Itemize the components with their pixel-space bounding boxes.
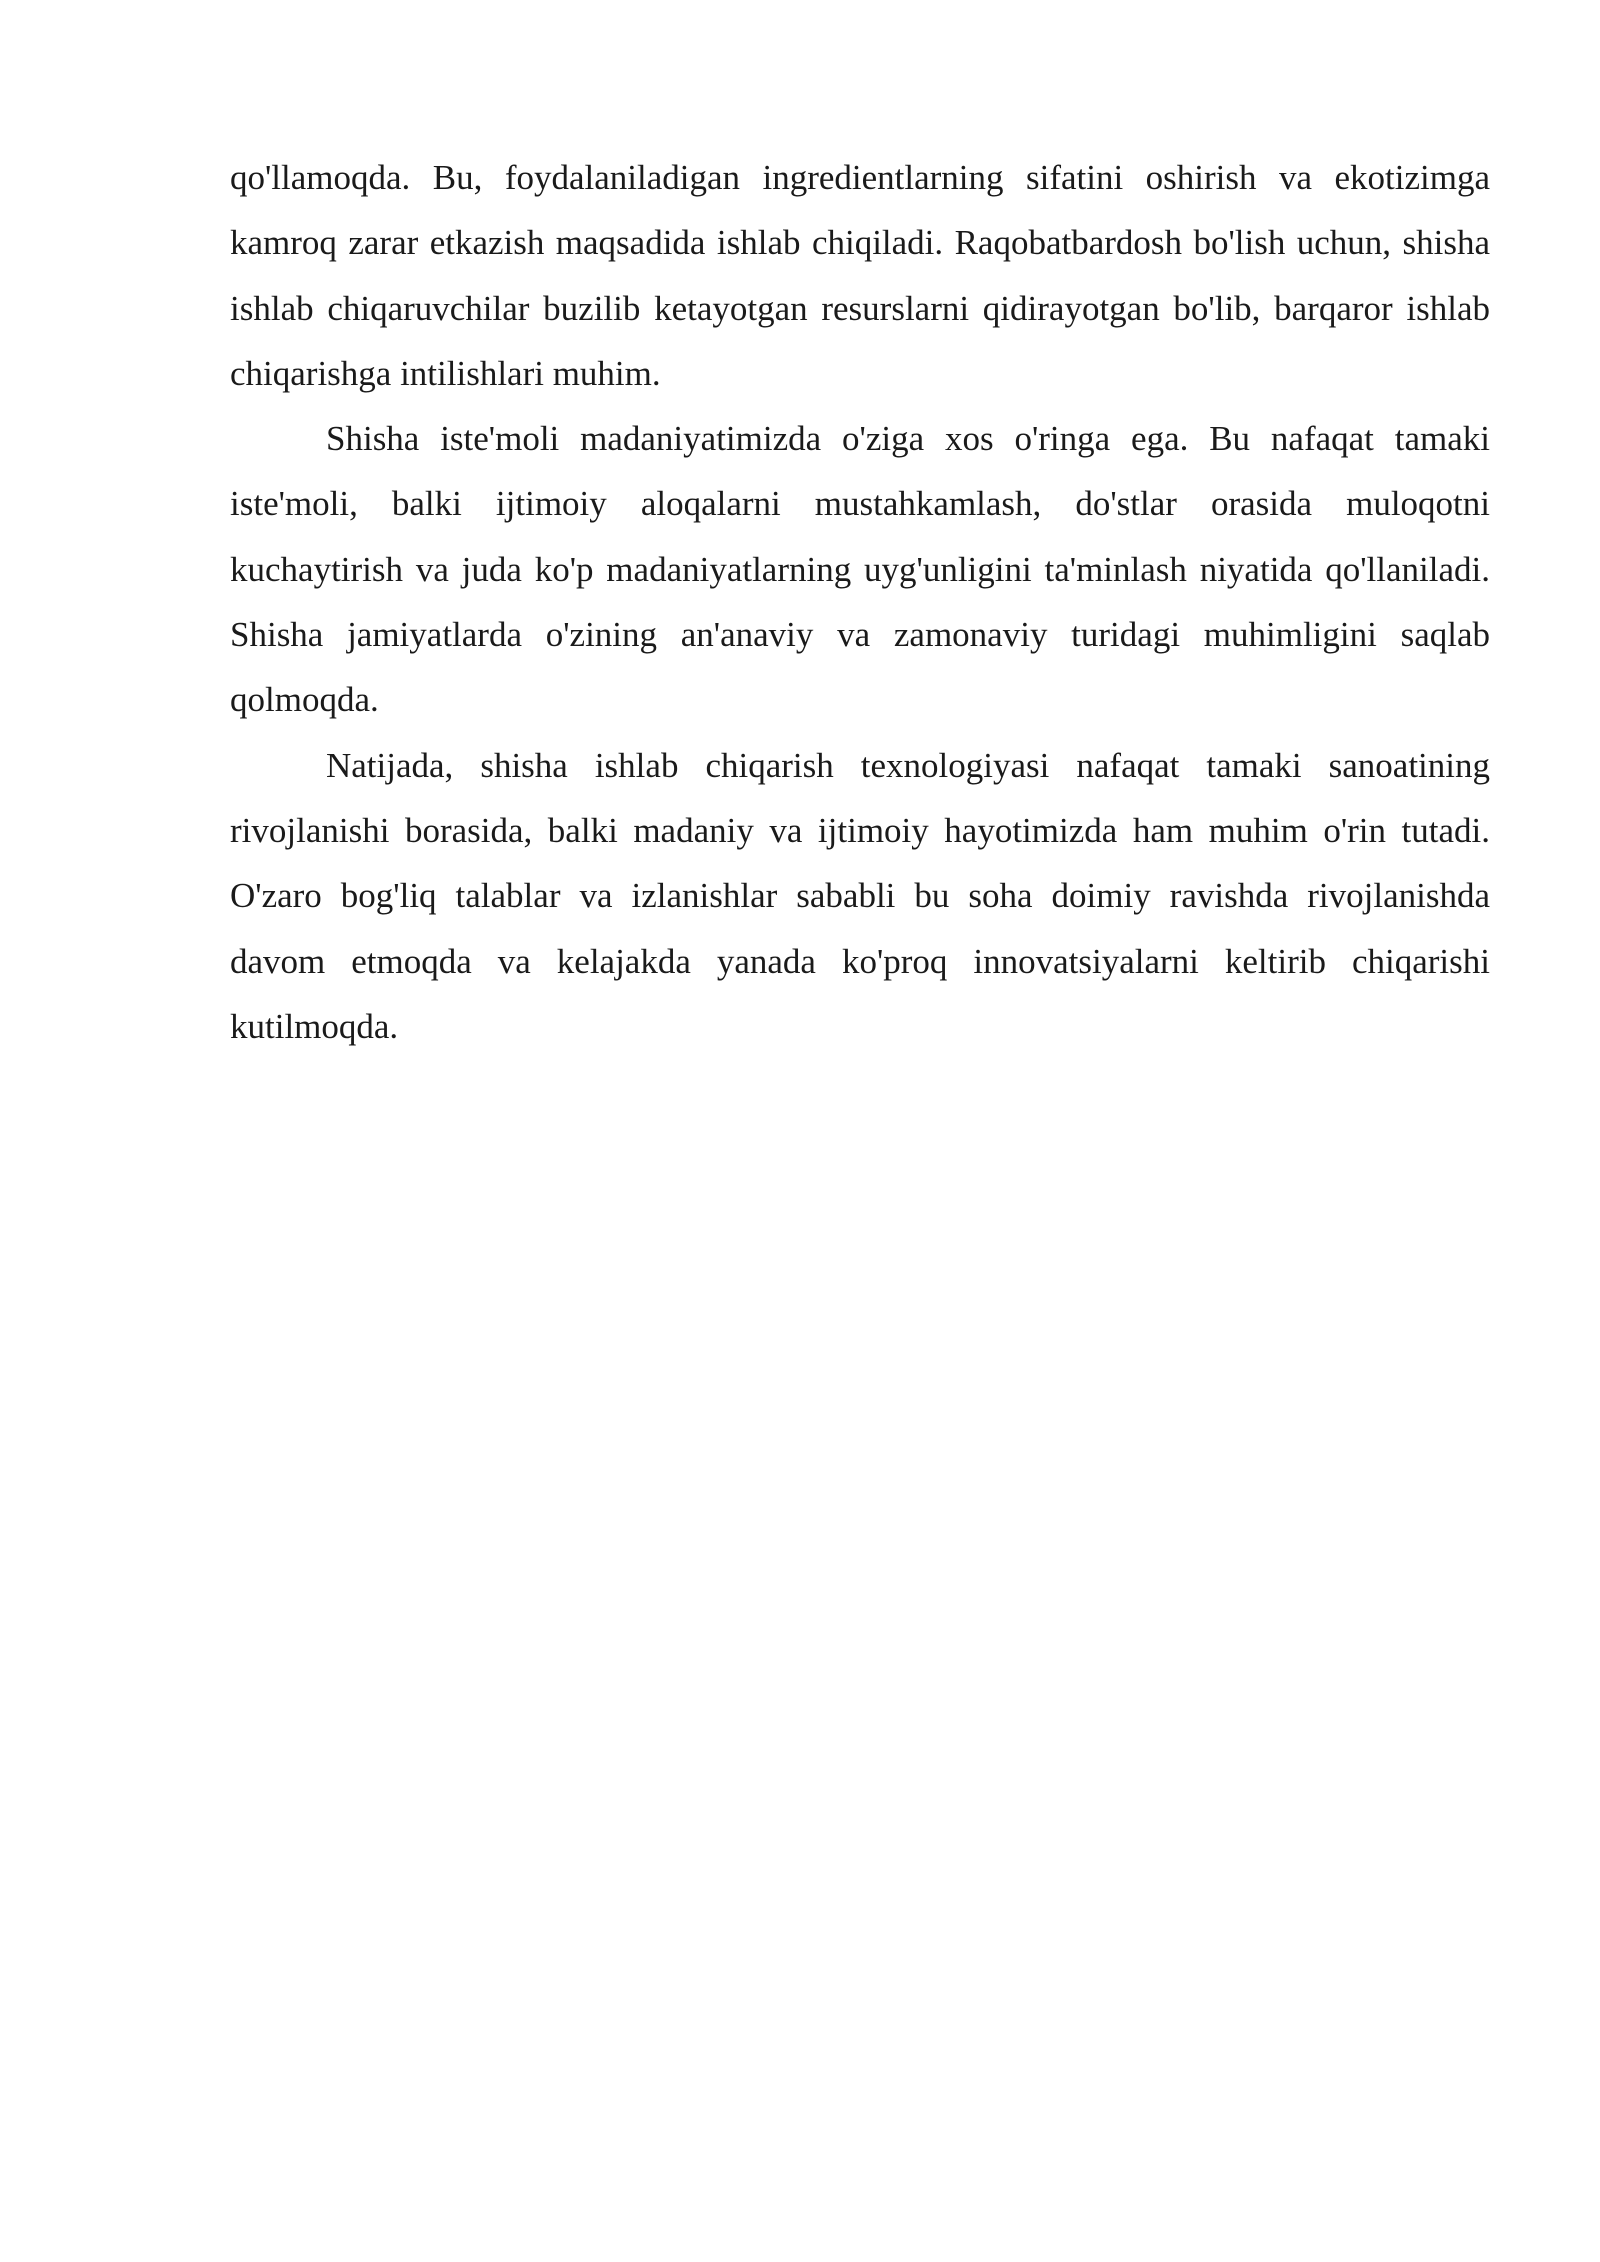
paragraph-continuation: qo'llamoqda. Bu, foydalaniladigan ingredientlarning sifatini oshirish va ekotizimga kamroq zarar etkazish maqsadida ishlab chiqiladi. Raqobatbardosh bo'lish uchun, shisha ishlab chiqaruvchilar buzilib ketayotgan resurslarni qidirayotgan bo'lib, barqaror ishlab chiqarishga intilishlari muhim. — [230, 158, 1490, 393]
paragraph-conclusion: Natijada, shisha ishlab chiqarish texnologiyasi nafaqat tamaki sanoatining rivojlanishi borasida, balki madaniy va ijtimoiy hayotimizda ham muhim o'rin tutadi. O'zaro bog'liq talablar va izlanishlar sababli bu soha doimiy ravishda rivojlanishda davom etmoqda va kelajakda yanada ko'proq innovatsiyalarni keltirib chiqarishi kutilmoqda. — [230, 745, 1490, 1046]
paragraph-shisha-culture: Shisha iste'moli madaniyatimizda o'ziga xos o'ringa ega. Bu nafaqat tamaki iste'moli, balki ijtimoiy aloqalarni mustahkamlash, do'stlar orasida muloqotni kuchaytirish va juda ko'p madaniyatlarning uyg'unligini ta'minlash niyatida qo'llaniladi. Shisha jamiyatlarda o'zining an'anaviy va zamonaviy turidagi muhimligini saqlab qolmoqda. — [230, 419, 1490, 720]
document-body — [230, 145, 1490, 1059]
